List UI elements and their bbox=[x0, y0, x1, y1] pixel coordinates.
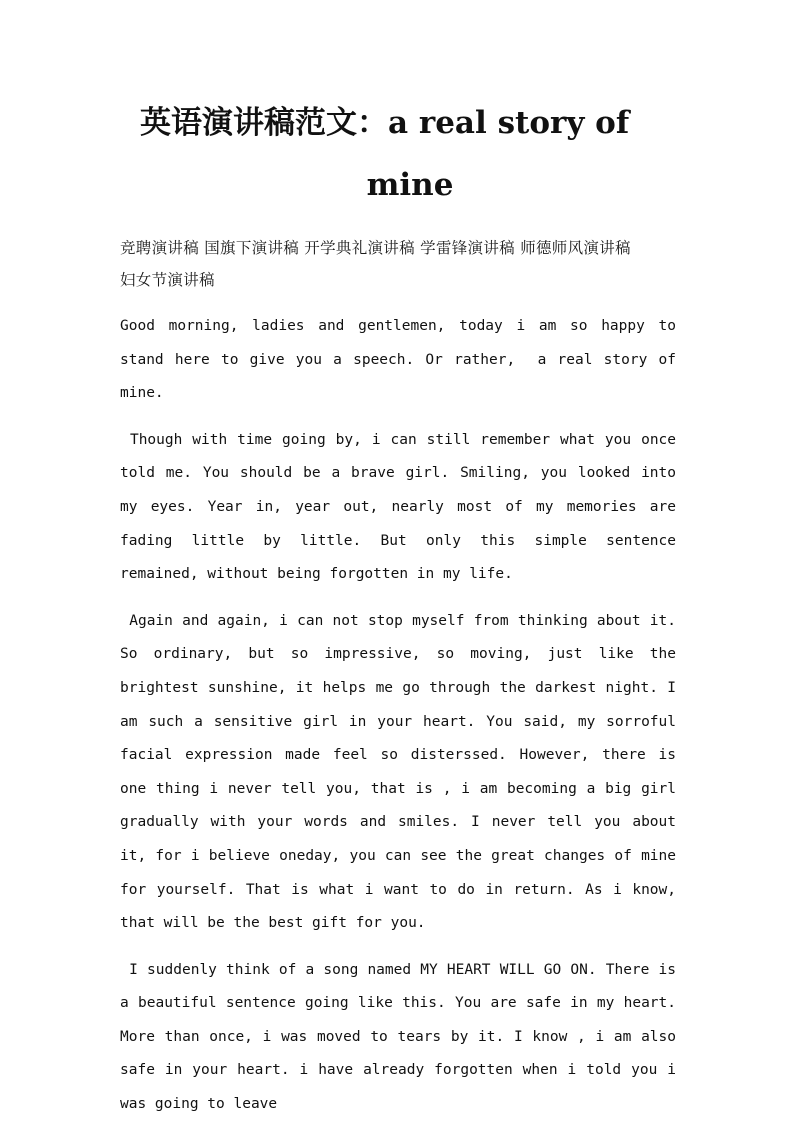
paragraph: I suddenly think of a song named MY HEART WILL GO ON. There is a beautiful sentence going like this. You are safe in my heart. More than once, i was moved to tears by it. I know , i am also safe in your heart. i have already forgotten when i told you i was going to leave bbox=[120, 961, 685, 1113]
paragraph: Good morning, ladies and gentlemen, today i am so happy to stand here to give you a speech. Or rather, a real story of mine. bbox=[120, 318, 685, 402]
tag-link[interactable]: 竞聘演讲稿 bbox=[120, 239, 200, 257]
title-line-2: mine bbox=[366, 167, 454, 203]
title-line-1: 英语演讲稿范文：a real story of bbox=[140, 105, 630, 141]
related-tags bbox=[120, 232, 678, 296]
tag-link[interactable]: 师德师风演讲稿 bbox=[520, 239, 631, 257]
document-title bbox=[140, 92, 660, 216]
tag-link[interactable]: 学雷锋演讲稿 bbox=[420, 239, 515, 257]
tag-link[interactable]: 开学典礼演讲稿 bbox=[304, 239, 415, 257]
paragraph: Though with time going by, i can still remember what you once told me. You should be a brave girl. Smiling, you looked into my eyes. Year in, year out, nearly most of my memories are fading little by little. But only this simple sentence remained, without being forgotten in my life. bbox=[120, 431, 685, 583]
paragraph: Again and again, i can not stop myself from thinking about it. So ordinary, but so impressive, so moving, just like the brightest sunshine, it helps me go through the darkest night. I am such a sensitive girl in your heart. You said, my sorroful facial expression made feel so disterssed. However, there is one thing i never tell you, that is , i am becoming a big girl gradually with your words and smiles. I never tell you about it, for i believe oneday, you can see the great changes of mine for yourself. That is what i want to do in return. As i know, that will be the best gift for you. bbox=[120, 612, 685, 932]
tag-link[interactable]: 国旗下演讲稿 bbox=[204, 239, 300, 257]
speech-body bbox=[120, 310, 685, 1135]
tag-link[interactable]: 妇女节演讲稿 bbox=[120, 271, 215, 289]
